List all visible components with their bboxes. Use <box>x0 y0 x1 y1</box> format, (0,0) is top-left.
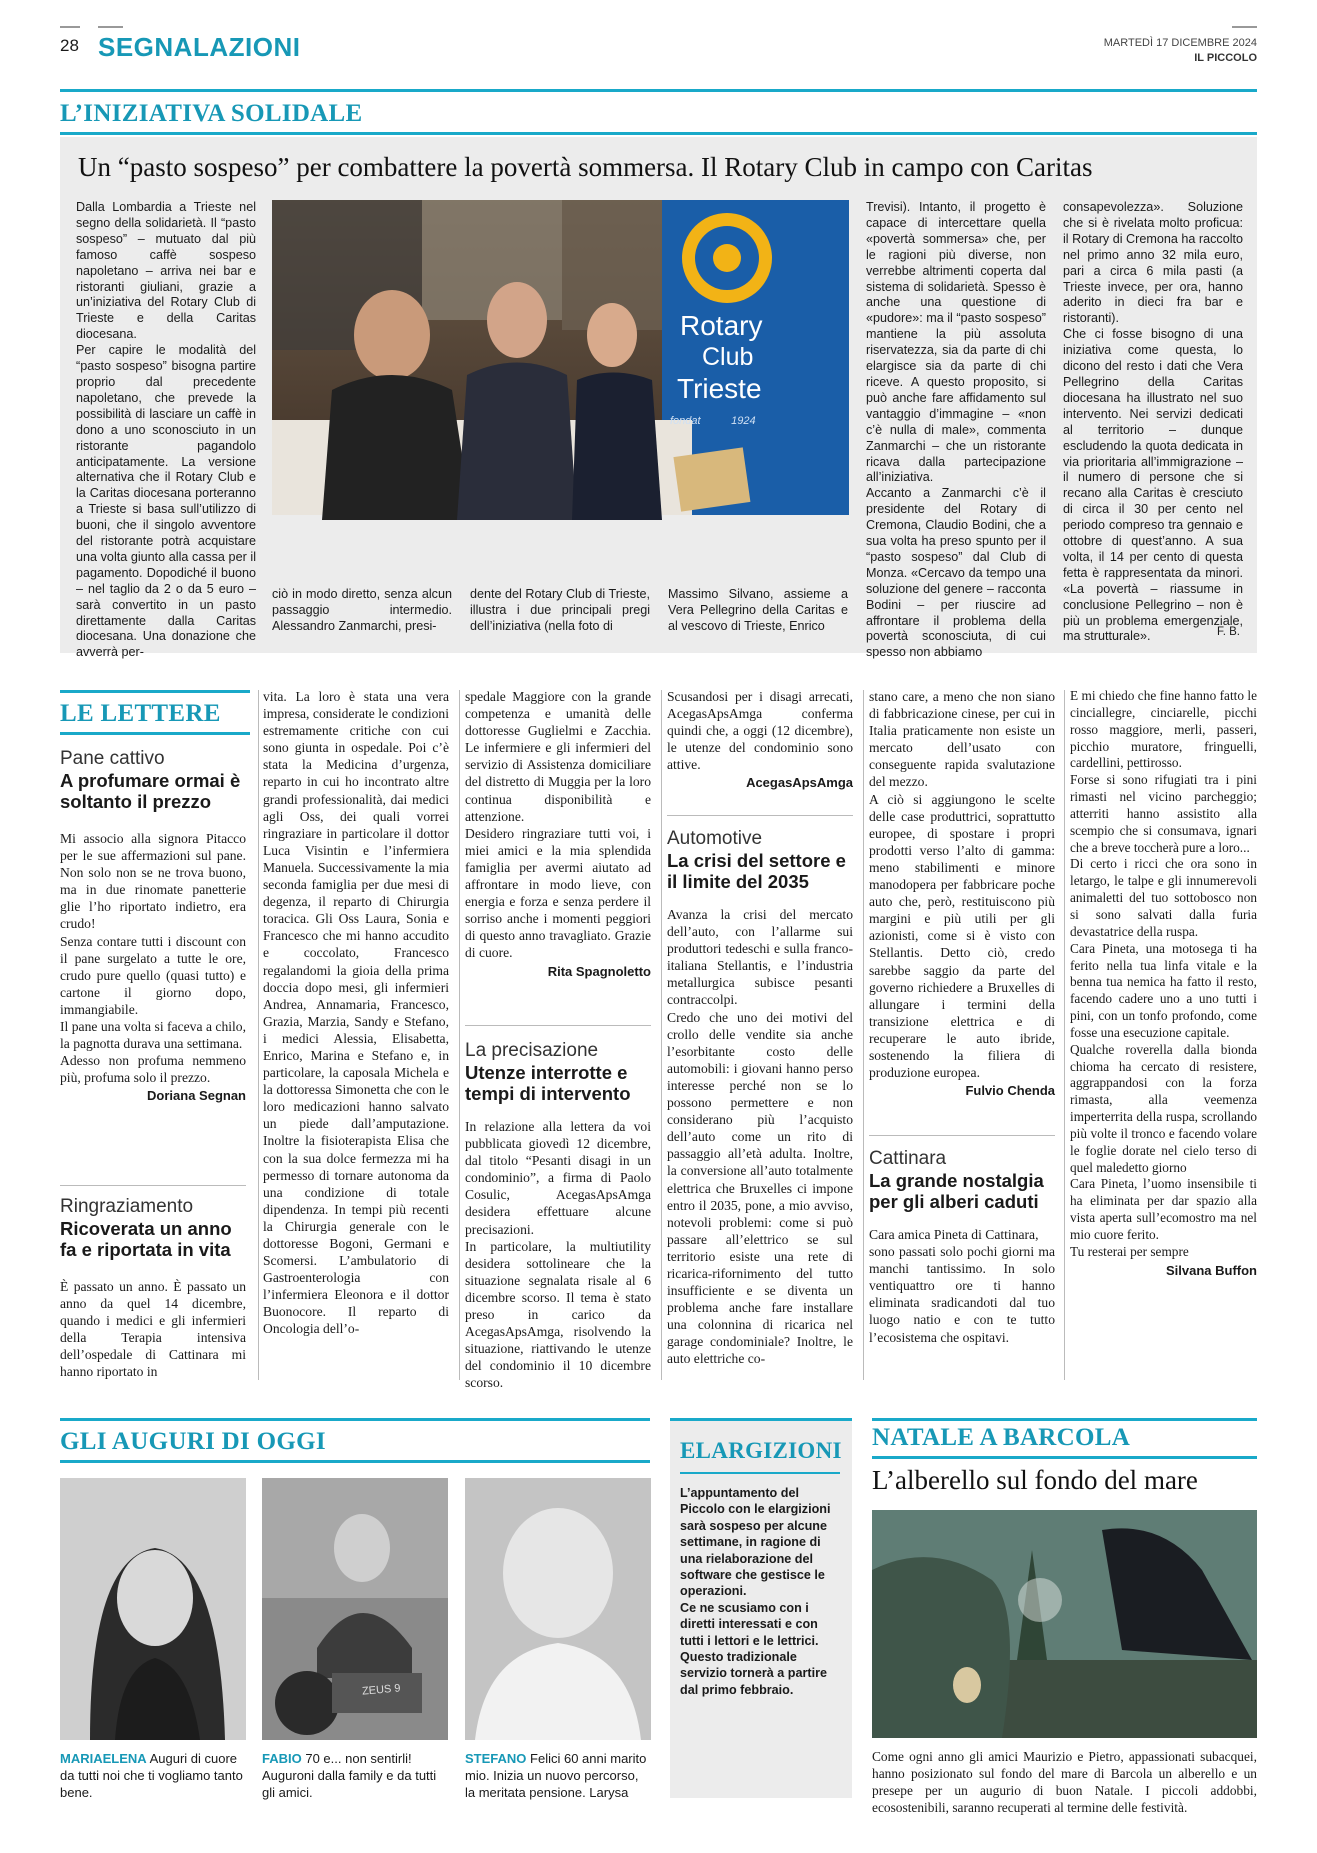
letter1-title: A profumare ormai è soltanto il prezzo <box>60 770 241 812</box>
letter5-rubric: Cattinara <box>869 1148 947 1169</box>
letter5-body-part2: E mi chiedo che fine hanno fatto le cinciallegre, cinciarelle, picchi rosso maggiore, merli, passeri, picchio muratore, fringuelli, cardellini, pettirosso. Forse si sono rifugiati tra i pini rimasti nel vicino parcheggio; atterriti hanno assistito alla scempio che si consumava, ignari che a breve toccherà pure a loro... Di certo i ricci che ora sono in letargo, le talpe e gli innumerevoli animaletti del tuo sottobosco non si sono salvati dalla furia devastatrice della ruspa. Cara Pineta, una motosega ti ha ferito nella tua linfa vitale e la benna tua nemica ha fatto il resto, facendo cadere uno a uno tutti i pini, con un tonfo profondo, come fosse una esecuzione capitale. Qualche roverella dalla bionda chioma ha cercato di resistere, aggrappandosi con la forza rimasta, alla veemenza imperterrita della ruspa, scrollando più volte il tronco e facendo volare le foglie dorate nel cielo terso di quel maledetto giorno Cara Pineta, l’uomo insensibile ti ha eliminata per dar spazio alla vista aperta sull’ecomostro ma nel mio cuore ferito. Tu resterai per sempre <box>1070 688 1257 1259</box>
auguri-kicker: GLI AUGURI DI OGGI <box>60 1428 326 1455</box>
letter4-title: La crisi del settore e il limite del 2035 <box>667 850 846 892</box>
rotary-signature: F. B. <box>1216 626 1240 638</box>
letter2-body-part3: spedale Maggiore con la grande competenza e umanità delle dottoresse Guglielmi e Zacchia. Le infermiere e gli infermieri del servizio di Assistenza domiciliare del distretto di Muggia per la loro continua disponibilità e attenzione. Desidero ringraziare tutti voi, i miei amici e la mia splendida famiglia per avermi aiutato ad affrontare in modo lieve, con energia e forza e senza perdere il sorriso anche i momenti peggiori di questo anno travagliato. Grazie di cuore. <box>465 689 651 961</box>
rotary-sign-city: Trieste <box>677 373 762 404</box>
letter3-body-part2: Scusandosi per i disagi arrecati, AcegasApsAmga conferma quindi che, a oggi (12 dicembre), le utenze del condominio sono attive. <box>667 689 853 773</box>
rotary-text-col5: consapevolezza». Soluzione che si è rivelata molto proficua: il Rotary di Cremona ha raccolto nel primo anno 32 mila euro, pari a circa 6 mila pasti (a Trieste invece, per ora, hanno aderito in dieci fra bar e ristoranti). Che ci fosse bisogno di una iniziativa come questa, lo dicono del resto i dati che Vera Pellegrino della Caritas diocesana ha illustrato nel suo intervento. Nei servizi dedicati al territorio – dunque escludendo la quota dedicata in via prioritaria all’immigrazione – il numero di persone che si recano alla Caritas è cresciuto di circa il 30 per cento nel periodo compreso tra gennaio e ottobre di quest’anno. A sua volta, il 14 per cento di questa fetta è rappresentata da minori. «La povertà – riassume in conclusione Pellegrino – non è più un problema emergenziale, ma strutturale». <box>1063 200 1243 644</box>
letter2-body-part1: È passato un anno. È passato un anno da quel 14 dicembre, quando i medici e gli infermieri della Terapia intensiva dell’ospedale di Cattinara mi hanno riportato in <box>60 1279 246 1380</box>
auguri1-name: MARIAELENA <box>60 1751 147 1766</box>
auguri3-name: STEFANO <box>465 1751 527 1766</box>
auguri1-text: Auguri di cuore da tutti noi che ti vogliamo tanto bene. <box>60 1751 243 1800</box>
letter1-body: Mi associo alla signora Pitacco per le sue affermazioni sul pane. Non solo non se ne trova buono, ma in due rinomate panetterie glie l’ho riportato indietro, era crudo! Senza contare tutti i discount con il pane surgelato a tutte le ore, crudo pure quello (quasi tutto) e cartone il giorno dopo, immangiabile. Il pane una volta si faceva a chilo, la pagnotta durava una settimana. Adesso non profuma nemmeno più, profuma solo il prezzo. <box>60 831 246 1086</box>
letter4-rubric: Automotive <box>667 828 763 849</box>
rotary-kicker: L’INIZIATIVA SOLIDALE <box>60 100 363 127</box>
letter3-body-part1: In relazione alla lettera da voi pubblicata giovedì 12 dicembre, dal titolo “Pesanti disagi in un condominio”, a firma di Paolo Cosulic, AcegasApsAmga desidera effettuare alcune precisazioni. In particolare, la multiutility desidera sottolineare che la situazione segnalata risale al 6 dicembre scorso. Il tema è stato preso in carico da AcegasApsAmga, risolvendo la situazione, riattivando le utenze del condominio il 10 dicembre scorso. <box>465 1119 651 1391</box>
issue-date: MARTEDÌ 17 DICEMBRE 2024 <box>1103 37 1257 49</box>
rotary-press-photo <box>272 200 849 515</box>
letter5-signature: Silvana Buffon <box>1165 1262 1257 1278</box>
letter3-rubric: La precisazione <box>465 1040 599 1061</box>
barcola-underwater-photo <box>872 1510 1257 1738</box>
newspaper-name: IL PICCOLO <box>1194 52 1257 64</box>
letters-kicker: LE LETTERE <box>60 700 221 727</box>
letter2-body-part2: vita. La loro è stata una vera impresa, considerate le condizioni estremamente critiche con cui sono giunta in ospedale. Poi c’è stata la Medicina d’urgenza, reparto in cui ho incontrato altre grandi professionalità, dai medici agli Oss, dei quali vorrei ringraziare in particolare il dottor Luca Visintin e l’infermiera Manuela. Successivamente la mia seconda famiglia per due mesi di degenza, il reparto di Chirurgia toracica. Gli Oss Laura, Sonia e Francesco che mi hanno accudito e coccolato, Francesco regalandomi la gioia della prima doccia dopo mesi, gli infermieri Andrea, Annamaria, Francesco, Grazia, Marzia, Sandy e Stefano, i medici Alessia, Elisabetta, Enrico, Marina e Stefano e, in particolare, la caposala Michela e la dottoressa Simonetta che con le loro medicazioni hanno salvato un piede dall’amputazione. Inoltre la fisioterapista Elisa che con la sua dolce fermezza mi ha permesso di tornare autonoma da una condizione di totale dipendenza. In tempi più recenti la Chirurgia generale con le dottoresse Bogoni, Germani e Scomersi. L’ambulatorio di Gastroenterologia con l’infermiera Eleonora e il dottor Buonocore. Il reparto di Oncologia dell’o- <box>263 689 449 1337</box>
letter1-signature: Doriana Segnan <box>147 1088 246 1104</box>
letter5-title: La grande nostalgia per gli alberi caduti <box>869 1170 1044 1212</box>
letter5-body-part1: Cara amica Pineta di Cattinara, sono passati solo pochi giorni ma manchi tantissimo. In solo ventiquattro ore ti hanno eliminata sradicandoti dal tuo luogo natio e con te tutto l’ecosistema che ospitavi. <box>869 1227 1055 1345</box>
letter4-body-part2: stano care, a meno che non siano di fabbricazione cinese, per cui in Italia praticamente non esiste un mercato dell’usato con conseguente rapida svalutazione del mezzo. A ciò si aggiungono le scelte delle case produttrici, soprattutto europee, di spostare i propri prodotti verso l’alto di gamma: meno stabilimenti e minore manodopera per fabbricare poche auto che, però, restituiscono più margini e più utili per gli azionisti, come si è visto con Stellantis. Detto ciò, credo sarebbe saggio da parte del governo richiedere a Bruxelles di allungare i termini della transizione elettrica e di recuperare le auto ibride, sostenendo la filiera di produzione europea. <box>869 689 1055 1081</box>
rotary-sign-text: Rotary <box>680 310 763 341</box>
auguri-photo-mariaelena <box>60 1478 246 1740</box>
rotary-sign-founded: fondat 1924 <box>670 415 756 427</box>
letter4-signature: Fulvio Chenda <box>965 1083 1055 1099</box>
rotary-headline: Un “pasto sospeso” per combattere la povertà sommersa. Il Rotary Club in campo con Caritas <box>78 152 1093 182</box>
elargizioni-kicker: ELARGIZIONI <box>680 1438 842 1463</box>
fabio-bike-plate: ZEUS 9 <box>361 1682 401 1698</box>
letter4-body-part1: Avanza la crisi del mercato dell’auto, con l’allarme sui produttori tedeschi e sulla franco-italiana Stellantis, e l’industria metallurgica subisce pesanti contraccolpi. Credo che uno dei motivi del crollo delle vendite sia anche l’esorbitante costo delle automobili: i giovani hanno perso interesse perché non se lo possono permettere e non considerano più l’acquisto dell’auto come un rito di passaggio all’età adulta. Inoltre, la conversione all’auto totalmente elettrica che Bruxelles ci impone entro il 2035, pone, a mio avviso, notevoli problemi: come si può passare all’elettrico se sul territorio esiste una rete di ricarica-rifornimento del tutto insufficiente e se diventa un problema anche fare installare una colonnina di ricarica nel garage condominiale? Inoltre, le auto elettriche co- <box>667 907 853 1367</box>
auguri2-name: FABIO <box>262 1751 302 1766</box>
letter2-rubric: Ringraziamento <box>60 1196 194 1217</box>
rotary-text-under1: ciò in modo diretto, senza alcun passaggio intermedio. Alessandro Zanmarchi, presi- <box>272 587 452 633</box>
rotary-text-under3: Massimo Silvano, assieme a Vera Pellegrino della Caritas e al vescovo di Trieste, Enrico <box>668 587 848 633</box>
auguri3-text: Felici 60 anni marito mio. Inizia un nuovo percorso, la meritata pensione. Larysa <box>465 1751 647 1800</box>
auguri-photo-stefano <box>465 1478 651 1740</box>
elargizioni-text: L’appuntamento del Piccolo con le elargizioni sarà sospeso per alcune settimane, in ragione di una rielaborazione del software che gestisce le operazioni. Ce ne scusiamo con i diretti interessati e con tutti i lettori e le lettrici. Questo tradizionale servizio tornerà a partire dal primo febbraio. <box>680 1486 831 1697</box>
rotary-sign-club: Club <box>702 343 754 371</box>
rotary-text-under2: dente del Rotary Club di Trieste, illustra i due principali pregi dell’iniziativa (nella foto di <box>470 587 650 633</box>
letter2-signature: Rita Spagnoletto <box>547 963 651 979</box>
section-title: SEGNALAZIONI <box>98 32 301 62</box>
rotary-text-col4: Trevisi). Intanto, il progetto è capace di intercettare quella «povertà sommersa» che, per le ragioni più diverse, non verrebbe altrimenti coperta dal sistema di solidarietà. Spesso è anche una questione di «pudore»: ma il “pasto sospeso” mantiene la più assoluta riservatezza, sia da parte di chi elargisce sia da parte di chi riceve. A questo proposito, si può anche fare affidamento sul vantaggio d’immagine – «non c’è nulla di male», commenta Zanmarchi – che un ristorante ricava dalla partecipazione all’iniziativa. Accanto a Zanmarchi c’è il presidente del Rotary di Cremona, Claudio Bodini, che a sua volta ha preso spunto per il “pasto sospeso” dal Club di Monza. «Cercavo da tempo una soluzione del genere – racconta Bodini – per riuscire ad affrontare il problema della povertà sconosciuta, di cui spesso non abbiamo <box>866 200 1046 660</box>
barcola-caption: Come ogni anno gli amici Maurizio e Pietro, appassionati subacquei, hanno posizionato sul fondo del mare di Barcola un alberello e un presepe per un augurio di buon Natale. I piccoli addobbi, ecosostenibili, saranno recuperati al termine delle festività. <box>872 1749 1257 1815</box>
page-number: 28 <box>60 36 79 55</box>
barcola-headline: L’alberello sul fondo del mare <box>872 1465 1198 1495</box>
letter2-title: Ricoverata un anno fa e riportata in vita <box>60 1218 232 1260</box>
barcola-kicker: NATALE A BARCOLA <box>872 1424 1131 1451</box>
auguri2-text: 70 e... non sentirli! Auguroni dalla family e da tutti gli amici. <box>262 1751 437 1800</box>
rotary-text-col1: Dalla Lombardia a Trieste nel segno della solidarietà. Il “pasto sospeso” – mutuato dal più famoso caffè sospeso napoletano – arriva nei bar e ristoranti giuliani, grazie a un’iniziativa del Rotary Club di Trieste e della Caritas diocesana. Per capire le modalità del “pasto sospeso” bisogna partire proprio dal precedente napoletano, che prevede la possibilità di lasciare un caffè in dono a uno sconosciuto in un ristorante pagandolo anticipatamente. La versione alternativa che il Rotary Club e la Caritas diocesana porteranno a Trieste si basa sull’utilizzo di buoni, che il singolo avventore del ristorante potrà acquistare una volta giunto alla cassa per il pagamento. Dopodiché il buono – nel taglio da 2 o da 5 euro – sarà convertito in un pasto direttamente dalla Caritas diocesana. Una donazione che avverrà per- <box>76 200 256 660</box>
letter3-title: Utenze interrotte e tempi di intervento <box>465 1062 631 1104</box>
letter3-signature: AcegasApsAmga <box>746 775 853 791</box>
auguri-photo-fabio <box>262 1478 448 1740</box>
letter1-rubric: Pane cattivo <box>60 748 165 769</box>
